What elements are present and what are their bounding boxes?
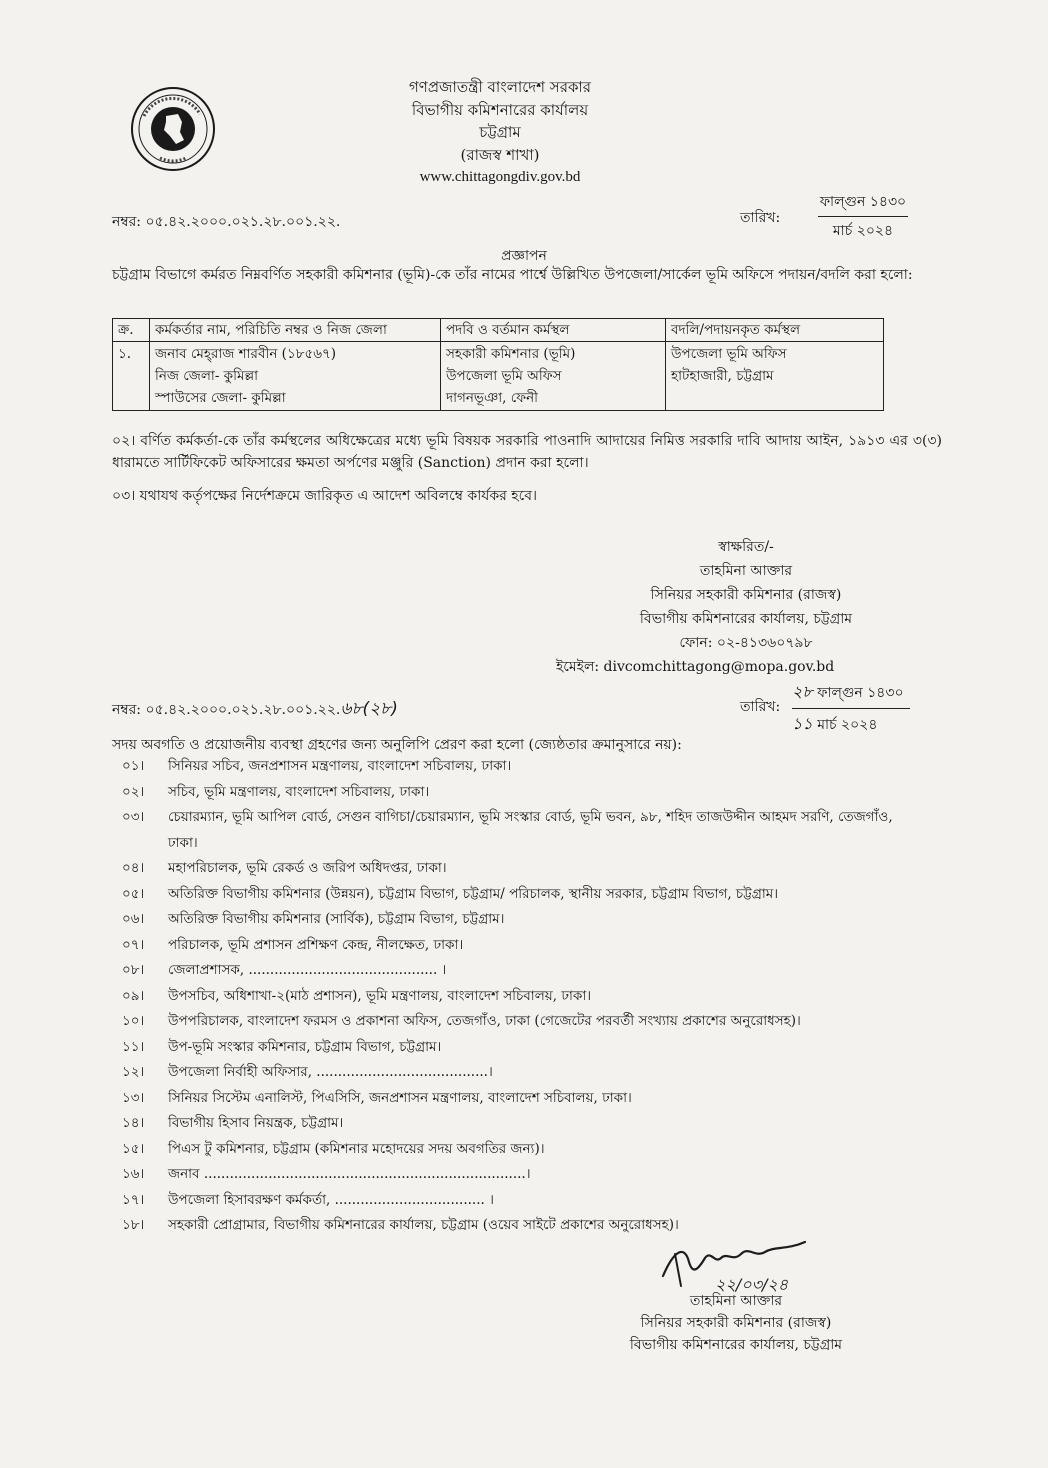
table-cell-serial: ১. [113,342,150,411]
list-item-text: পরিচালক, ভূমি প্রশাসন প্রশিক্ষণ কেন্দ্র, নীলক্ষেত, ঢাকা। [168,936,464,953]
handwritten-memo-suffix: ৬৮(২৮) [340,699,398,719]
list-item-number: ০৮। [122,962,145,978]
signatory-phone: ফোন: ০২-৪১৩৬০৭৯৮ [679,635,813,651]
list-item [112,882,902,908]
list-item-text: চেয়ারম্যান, ভূমি আপিল বোর্ড, সেগুন বাগিচা/চেয়ারম্যান, ভূমি সংস্কার বোর্ড, ভূমি ভবন, ৯৮, শহিদ তাজউদ্দীন আহমদ সরণি, তেজগাঁও, ঢাকা। [168,809,893,851]
final-signatory-designation: সিনিয়র সহকারী কমিশনার (রাজস্ব) [640,1315,832,1331]
copy-list [112,754,902,1239]
handwritten-day-english: ১১ [792,714,813,733]
list-item [112,754,902,780]
list-item-text: পিএস টু কমিশনার, চট্টগ্রাম (কমিশনার মহোদয়ের সদয় অবগতির জন্য)। [168,1140,545,1157]
current-location: দাগনভূঞা, ফেনী [446,390,538,406]
list-item-number: ০৫। [122,885,145,902]
posting-table [112,318,884,411]
list-item-number: ০৭। [122,936,145,953]
copy-memo-number-text: নম্বর: ০৫.৪২.২০০০.০২১.২৮.০০১.২২. [112,702,341,718]
date-english: মার্চ ২০২৪ [832,223,894,239]
list-item [112,1035,902,1061]
table-header-cell: পদবি ও বর্তমান কর্মস্থল [441,319,666,342]
list-item-number: ০৬। [122,911,145,927]
date-bangla: ফাল্গুন ১৪৩০ [818,190,908,217]
table-header-cell: বদলি/পদায়নকৃত কর্মস্থল [666,319,884,342]
list-item-text: সচিব, ভূমি মন্ত্রণালয়, বাংলাদেশ সচিবালয়, ঢাকা। [168,783,430,800]
list-item-number: ০৪। [122,860,145,876]
list-item-text: উপসচিব, অধিশাখা-২(মাঠ প্রশাসন), ভূমি মন্ত্রণালয়, বাংলাদেশ সচিবালয়, ঢাকা। [168,987,592,1004]
list-item [112,933,902,959]
handwritten-day-bangla: ২৮ [792,682,813,701]
list-item-number: ১৪। [122,1115,145,1131]
date-block [818,190,908,243]
copy-date-block [792,679,910,738]
header-line-3: চট্টগ্রাম [479,123,521,141]
officer-name: জনাব মেহ্‌রাজ শারবীন (১৮৫৬৭) [155,346,337,362]
list-item-number: ১৫। [122,1140,145,1157]
list-item-text: অতিরিক্ত বিভাগীয় কমিশনার (উন্নয়ন), চট্টগ্রাম বিভাগ, চট্টগ্রাম/ পরিচালক, স্থানীয় সরকার, চট্টগ্রাম বিভাগ, চট্টগ্রাম। [168,885,779,902]
list-item-text: মহাপরিচালক, ভূমি রেকর্ড ও জরিপ অধিদপ্তর, ঢাকা। [168,860,447,876]
table-row [113,342,884,411]
list-item-text: সিনিয়র সিস্টেম এনালিস্ট, পিএসিসি, জনপ্রশাসন মন্ত্রণালয়, বাংলাদেশ সচিবালয়, ঢাকা। [168,1089,632,1106]
new-office: উপজেলা ভূমি অফিস [671,346,787,362]
list-item-number: ১৮। [122,1217,145,1233]
list-item [112,1111,902,1137]
header-line-1: গণপ্রজাতন্ত্রী বাংলাদেশ সরকার [408,78,592,96]
list-item [112,958,902,984]
header-line-2: বিভাগীয় কমিশনারের কার্যালয় [411,100,589,119]
header-website: www.chittagongdiv.gov.bd [419,169,581,185]
signatory-office: বিভাগীয় কমিশনারের কার্যালয়, চট্টগ্রাম [639,611,853,627]
list-item [112,856,902,882]
list-item [112,1060,902,1086]
list-item-text: জেলাপ্রশাসক, ............................................ । [168,962,447,978]
copy-intro: সদয় অবগতি ও প্রয়োজনীয় ব্যবস্থা গ্রহণের জন্য অনুলিপি প্রেরণ করা হলো (জ্যেষ্ঠতার ক্রমানুসারে নয়): [112,737,682,753]
list-item-text: জনাব ...........................................................................। [168,1166,531,1182]
handwritten-signature [655,1228,835,1298]
list-item-text: সিনিয়র সচিব, জনপ্রশাসন মন্ত্রণালয়, বাংলাদেশ সচিবালয়, ঢাকা। [168,758,512,774]
copy-date-english: মার্চ ২০২৪ [817,717,878,733]
list-item-number: ১০। [122,1013,145,1029]
list-item-text: উপপরিচালক, বাংলাদেশ ফরমস ও প্রকাশনা অফিস, তেজগাঁও, ঢাকা (গেজেটের পরবর্তী সংখ্যায় প্রকাশের অনুরোধসহ)। [168,1013,801,1029]
list-item-number: ১৬। [122,1166,145,1182]
list-item [112,805,902,856]
copy-memo-number [112,696,398,724]
signatory-name: তাহমিনা আক্তার [699,563,793,579]
table-cell-officer [150,342,441,411]
list-item-text: বিভাগীয় হিসাব নিয়ন্ত্রক, চট্টগ্রাম। [168,1115,344,1131]
final-signatory-office: বিভাগীয় কমিশনারের কার্যালয়, চট্টগ্রাম [629,1337,843,1353]
letterhead [300,76,700,189]
paragraph-3: ০৩। যথাযথ কর্তৃপক্ষের নির্দেশক্রমে জারিকৃত এ আদেশ অবিলম্বে কার্যকর হবে। [112,488,538,504]
list-item-number: ০৯। [122,987,145,1004]
list-item-number: ১৭। [122,1191,145,1208]
paragraph-2: ০২। বর্ণিত কর্মকর্তা-কে তাঁর কর্মস্থলের অধিক্ষেত্রের মধ্যে ভূমি বিষয়ক সরকারি পাওনাদি আদায়ের নিমিত্ত সরকারি দাবি আদায় আইন, ১৯১৩ এর ৩(৩) ধারামতে সার্টিফিকেট অফিসারের ক্ষমতা অর্পণের মঞ্জুরি (Sanction) প্রদান করা হলো। [112,433,942,471]
copy-date-bangla-row [792,679,910,709]
list-item-number: ১২। [122,1064,145,1080]
list-item-text: উপজেলা নির্বাহী অফিসার, ........................................। [168,1064,493,1080]
list-item [112,1137,902,1163]
signed-mark: স্বাক্ষরিত/- [718,539,774,555]
signatory-block [556,535,896,679]
list-item-text: সহকারী প্রোগ্রামার, বিভাগীয় কমিশনারের কার্যালয়, চট্টগ্রাম (ওয়েব সাইটে প্রকাশের অনুরোধসহ)। [168,1217,679,1233]
table-header-cell: ক্র. [113,319,150,342]
new-location: হাটহাজারী, চট্টগ্রাম [671,368,774,384]
list-item-text: উপ-ভূমি সংস্কার কমিশনার, চট্টগ্রাম বিভাগ, চট্টগ্রাম। [168,1038,442,1055]
notice-intro: চট্টগ্রাম বিভাগে কর্মরত নিম্নবর্ণিত সহকারী কমিশনার (ভূমি)-কে তাঁর নামের পার্শ্বে উল্লিখিত উপজেলা/সার্কেল ভূমি অফিসে পদায়ন/বদলি করা হলো: [112,267,913,283]
officer-home-district: নিজ জেলা- কুমিল্লা [155,368,258,384]
list-item-text: অতিরিক্ত বিভাগীয় কমিশনার (সার্বিক), চট্টগ্রাম বিভাগ, চট্টগ্রাম। [168,911,505,927]
current-office: উপজেলা ভূমি অফিস [446,368,562,384]
table-header-cell: কর্মকর্তার নাম, পরিচিতি নম্বর ও নিজ জেলা [150,319,441,342]
table-cell-current-post [441,342,666,411]
copy-date-bangla: ফাল্গুন ১৪৩০ [817,685,904,701]
current-designation: সহকারী কমিশনার (ভূমি) [446,346,576,362]
signatory-email: ইমেইল: divcomchittagong@mopa.gov.bd [556,659,835,675]
list-item [112,907,902,933]
final-signatory-block [596,1290,876,1356]
list-item [112,984,902,1010]
officer-spouse-district: স্পাউসের জেলা- কুমিল্লা [155,390,286,406]
copy-date-label: তারিখ: [740,699,781,715]
signatory-designation: সিনিয়র সহকারী কমিশনার (রাজস্ব) [650,587,842,603]
list-item [112,1086,902,1112]
list-item-text: উপজেলা হিসাবরক্ষণ কর্মকর্তা, ................................... । [168,1191,494,1208]
memo-number: নম্বর: ০৫.৪২.২০০০.০২১.২৮.০০১.২২. [112,214,341,230]
date-label: তারিখ: [740,210,781,226]
list-item-number: ০২। [122,783,145,800]
header-line-4: (রাজস্ব শাখা) [460,145,540,164]
notice-title: প্রজ্ঞাপন [501,248,547,264]
list-item-number: ০১। [122,758,145,774]
list-item [112,780,902,806]
table-cell-new-post [666,342,884,411]
signature-date: ২২/০৩/২৪ [715,1275,789,1294]
list-item [112,1009,902,1035]
final-signatory-name: তাহমিনা আক্তার [689,1293,783,1309]
list-item-number: ১১। [122,1038,145,1055]
list-item-number: ১৩। [122,1089,145,1106]
table-header-row [113,319,884,342]
list-item [112,1162,902,1188]
list-item [112,1188,902,1214]
list-item-number: ০৩। [122,809,145,825]
government-seal-logo [130,86,216,172]
